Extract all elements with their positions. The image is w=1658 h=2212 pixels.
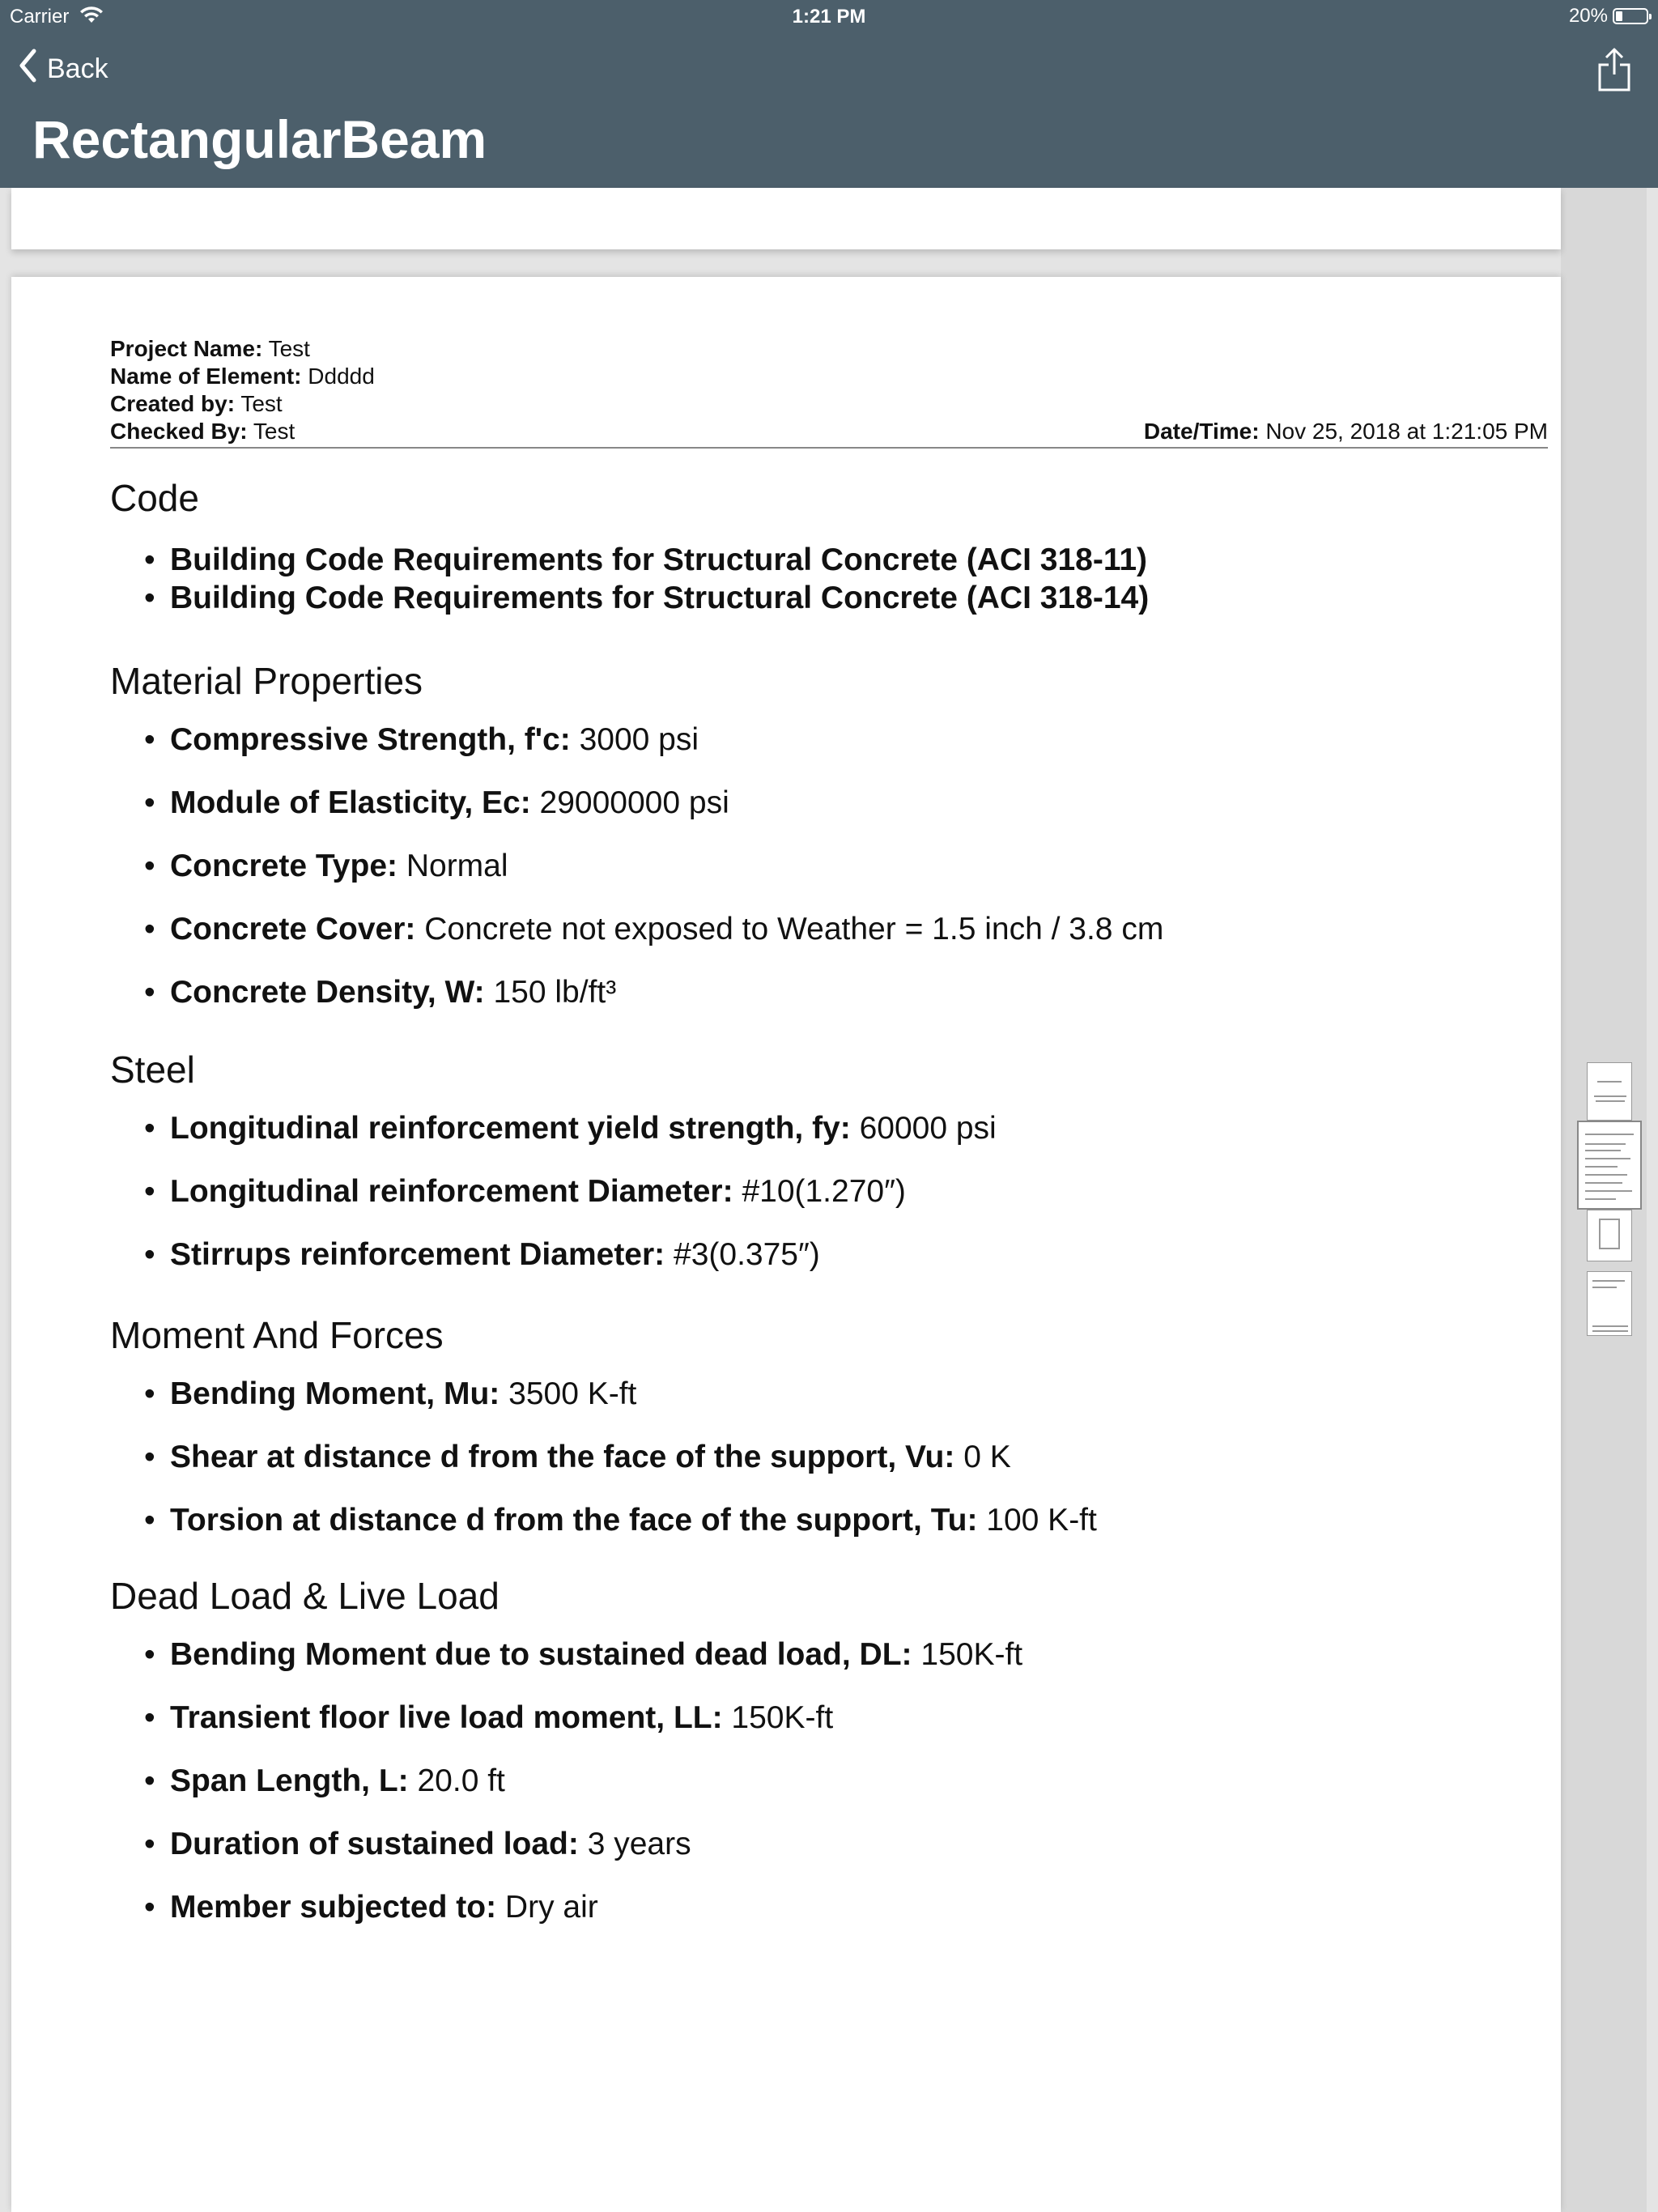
loads-list [110,1637,1548,1953]
navigation-bar [0,0,1658,188]
list-item: • Transient floor live load moment, LL: 150K-ft [110,1700,1548,1763]
code-list [110,541,1548,617]
list-item: • Longitudinal reinforcement yield strength, fy: 60000 psi [110,1111,1548,1174]
page-thumbnail-current[interactable] [1577,1121,1642,1210]
back-label: Back [47,53,108,84]
section-heading-material: Material Properties [110,660,423,702]
created-by: Test [240,391,283,416]
list-item: • Concrete Type: Normal [110,849,1548,912]
list-item: • Module of Elasticity, Ec: 29000000 psi [110,785,1548,849]
checked-by: Test [253,419,295,444]
project-name: Test [268,336,310,361]
clock: 1:21 PM [792,6,866,28]
material-list [110,722,1548,1038]
section-heading-code: Code [110,477,199,519]
moment-list [110,1376,1548,1566]
steel-list [110,1111,1548,1300]
list-item: • Span Length, L: 20.0 ft [110,1763,1548,1827]
report-date: Date/Time: Nov 25, 2018 at 1:21:05 PM [1143,419,1548,444]
list-item: • Torsion at distance d from the face of the support, Tu: 100 K-ft [110,1503,1548,1566]
report-meta: Project Name: Test Name of Element: Ddddd Created by: Test Checked By: Test Date/Time: Nov 25, 2018 at 1:21:05 PM [110,336,1548,444]
battery-icon [1613,8,1648,24]
status-bar [0,0,1658,32]
back-button[interactable] [18,49,108,90]
page-thumbnail[interactable] [1587,1271,1632,1336]
list-item: • Concrete Cover: Concrete not exposed to Weather = 1.5 inch / 3.8 cm [110,912,1548,975]
page-title: RectangularBeam [32,109,487,169]
list-item: • Building Code Requirements for Structural Concrete (ACI 318-14) [110,579,1548,617]
previous-page [11,188,1561,249]
share-button[interactable] [1595,47,1634,92]
list-item: • Bending Moment due to sustained dead load, DL: 150K-ft [110,1637,1548,1700]
battery-indicator [1569,5,1648,28]
divider [110,447,1548,449]
section-heading-moment: Moment And Forces [110,1314,444,1356]
list-item: • Shear at distance d from the face of the support, Vu: 0 K [110,1440,1548,1503]
section-heading-loads: Dead Load & Live Load [110,1575,500,1617]
list-item: • Concrete Density, W: 150 lb/ft³ [110,975,1548,1038]
page-thumbnail[interactable] [1587,1062,1632,1121]
element-name: Ddddd [308,364,375,389]
list-item: • Duration of sustained load: 3 years [110,1827,1548,1890]
battery-percent: 20% [1568,5,1608,27]
page-thumbnail[interactable] [1587,1210,1632,1261]
section-heading-steel: Steel [110,1049,195,1091]
carrier-label: Carrier [10,6,70,28]
list-item: • Building Code Requirements for Structural Concrete (ACI 318-11) [110,541,1548,579]
list-item: • Member subjected to: Dry air [110,1890,1548,1953]
share-icon [1595,47,1634,92]
report-page [11,277,1561,2212]
list-item: • Longitudinal reinforcement Diameter: #10(1.270″) [110,1174,1548,1237]
list-item: • Bending Moment, Mu: 3500 K-ft [110,1376,1548,1440]
chevron-left-icon [18,49,37,90]
list-item: • Compressive Strength, f'c: 3000 psi [110,722,1548,785]
list-item: • Stirrups reinforcement Diameter: #3(0.375″) [110,1237,1548,1300]
